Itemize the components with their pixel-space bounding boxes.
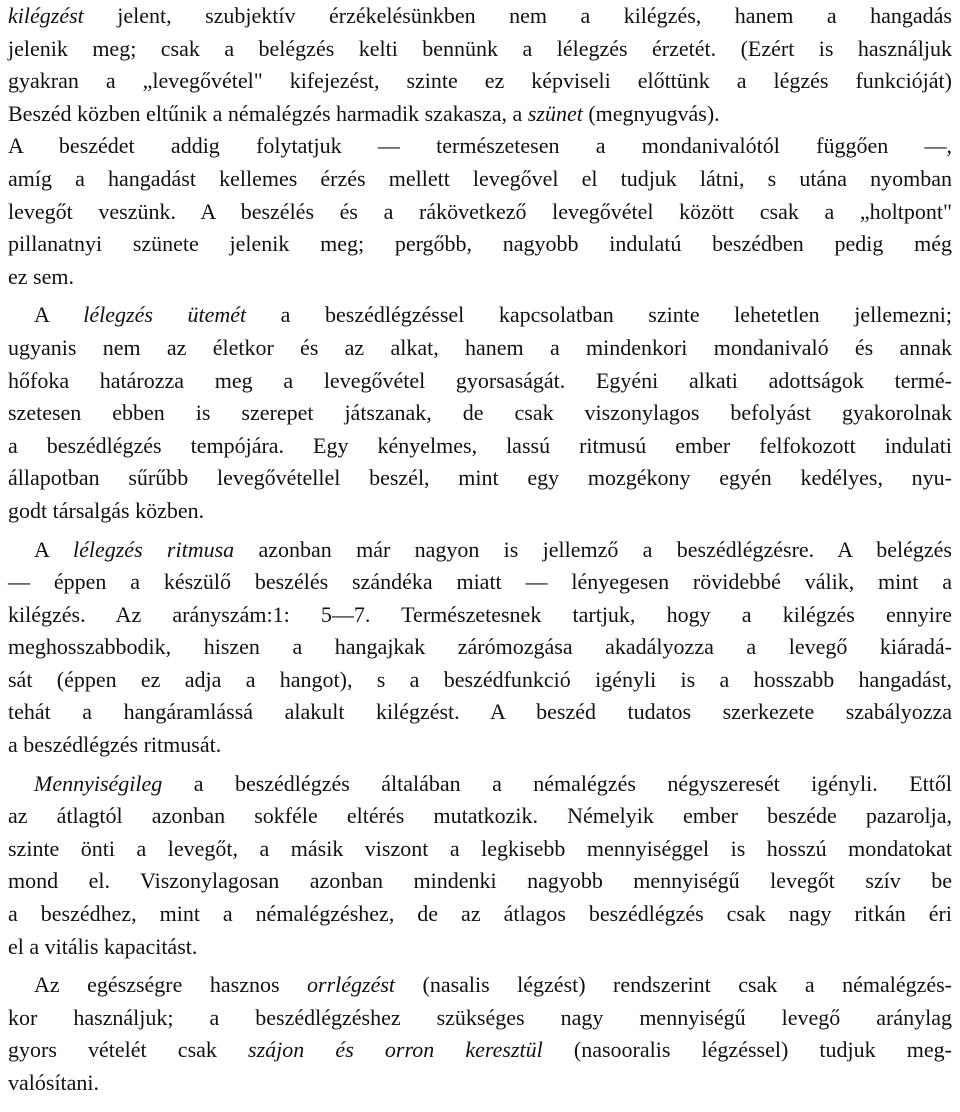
text-run: A <box>34 536 73 562</box>
text-run: szinte önti a levegőt, a másik viszont a legkisebb mennyiséggel is hosszú mondatokat <box>8 835 952 861</box>
text-run: levegőt veszünk. A beszélés és a rákövetkező levegővétel között csak a „holtpont" <box>8 198 952 224</box>
text-run: kilégzés. Az arányszám:1: 5—7. Természetesnek tartjuk, hogy a kilégzés ennyire <box>8 601 952 627</box>
text-line <box>8 631 952 664</box>
text-line <box>8 365 952 398</box>
text-line <box>8 664 952 697</box>
text-run: godt társalgás közben. <box>8 497 205 523</box>
text-line <box>8 33 952 66</box>
text-line <box>8 299 952 332</box>
text-run: valósítani. <box>8 1070 100 1095</box>
text-run: gyakran a „levegővétel" kifejezést, szinte ez képviseli előttünk a légzés funkcióját) <box>8 68 952 94</box>
text-run: mond el. Viszonylagosan azonban mindenki nagyobb mennyiségű levegőt szív be <box>8 868 952 894</box>
text-run: ez sem. <box>8 263 74 289</box>
text-run: (nasalis légzést) rendszerint csak a némalégzés- <box>395 972 953 998</box>
text-run: a beszédlégzéssel kapcsolatban szinte lehetetlen jellemezni; <box>246 302 952 328</box>
text-line <box>8 969 952 1002</box>
text-run: jelenik meg; csak a belégzés kelti bennünk a lélegzés érzetét. (Ezért is használjuk <box>8 35 952 61</box>
text-line <box>8 898 952 931</box>
text-line <box>8 696 952 729</box>
text-run: (nasooralis légzéssel) tudjuk meg- <box>542 1037 952 1063</box>
text-run: a beszédhez, mint a némalégzéshez, de az átlagos beszédlégzés csak nagy ritkán éri <box>8 901 952 927</box>
text-run: azonban már nagyon is jellemző a beszédlégzésre. A belégzés <box>234 536 952 562</box>
paragraph-6 <box>8 969 952 1099</box>
text-run: (megnyugvás). <box>582 100 720 126</box>
text-line <box>8 0 952 33</box>
text-run: amíg a hangadást kellemes érzés mellett levegővel el tudjuk látni, s utána nyomban <box>8 165 952 191</box>
text-line <box>8 430 952 463</box>
text-run: gyors vételét csak <box>8 1037 249 1063</box>
text-line <box>8 196 952 229</box>
text-line <box>8 130 952 163</box>
text-line <box>8 768 952 801</box>
text-line <box>8 261 952 294</box>
text-run: Beszéd közben eltűnik a némalégzés harmadik szakasza, a <box>8 100 528 126</box>
text-run: jelent, szubjektív érzékelésünkben nem a kilégzés, hanem a hangadás <box>83 3 952 28</box>
italic-term: szünet <box>527 100 583 126</box>
text-line <box>8 1002 952 1035</box>
text-run: pillanatnyi szünete jelenik meg; pergőbb, nagyobb indulatú beszédben pedig még <box>8 231 952 257</box>
italic-term: lélegzés ritmusa <box>72 536 235 562</box>
text-run: ugyanis nem az életkor és az alkat, hanem a mindenkori mondanivaló és annak <box>8 334 952 360</box>
text-line <box>8 98 952 131</box>
text-line <box>8 228 952 261</box>
text-line <box>8 534 952 567</box>
text-run: tehát a hangáramlássá alakult kilégzést. A beszéd tudatos szerkezete szabályozza <box>8 699 952 725</box>
italic-term: Mennyiségileg <box>34 770 163 796</box>
text-run: sát (éppen ez adja a hangot), s a beszédfunkció igényli is a hosszabb hangadást, <box>8 666 952 692</box>
italic-term: szájon és orron keresztül <box>248 1037 543 1063</box>
text-line <box>8 65 952 98</box>
text-run: hőfoka határozza meg a levegővétel gyorsaságát. Egyéni alkati adottságok termé- <box>8 367 952 393</box>
text-run: el a vitális kapacitást. <box>8 933 198 959</box>
text-line <box>8 397 952 430</box>
text-run: — éppen a készülő beszélés szándéka miatt — lényegesen rövidebbé válik, mint a <box>8 569 952 595</box>
text-run: a beszédlégzés ritmusát. <box>8 732 222 758</box>
text-line <box>8 833 952 866</box>
paragraph-3 <box>8 299 952 527</box>
text-line <box>8 495 952 528</box>
text-line <box>8 163 952 196</box>
text-line <box>8 931 952 964</box>
text-run: állapotban sűrűbb levegővétellel beszél, mint egy mozgékony egyén kedélyes, nyu- <box>8 465 952 491</box>
text-run: a beszédlégzés tempójára. Egy kényelmes, lassú ritmusú ember felfokozott indulati <box>8 432 952 458</box>
text-run: Az egészségre hasznos <box>34 972 308 998</box>
text-line <box>8 865 952 898</box>
italic-term: kilégzést <box>8 3 84 28</box>
paragraph-5 <box>8 768 952 964</box>
text-line <box>8 800 952 833</box>
text-line <box>8 1034 952 1067</box>
text-line <box>8 599 952 632</box>
text-line <box>8 566 952 599</box>
text-run: meghosszabbodik, hiszen a hangajkak zárómozgása akadályozza a levegő kiáradá- <box>8 634 952 660</box>
text-run: kor használjuk; a beszédlégzéshez szükséges nagy mennyiségű levegő aránylag <box>8 1004 952 1030</box>
paragraph-2 <box>8 130 952 293</box>
italic-term: orrlégzést <box>307 972 396 998</box>
paragraph-4 <box>8 534 952 762</box>
text-run: a beszédlégzés általában a némalégzés négyszeresét igényli. Ettől <box>162 770 952 796</box>
document-page <box>8 0 952 1100</box>
text-line <box>8 1067 952 1100</box>
text-run: A beszédet addig folytatjuk — természetesen a mondanivalótól függően —, <box>8 133 952 159</box>
text-line <box>8 729 952 762</box>
text-run: A <box>34 302 84 328</box>
text-line <box>8 462 952 495</box>
italic-term: lélegzés ütemét <box>83 302 247 328</box>
text-run: szetesen ebben is szerepet játszanak, de csak viszonylagos befolyást gyakorolnak <box>8 400 952 426</box>
paragraph-1 <box>8 0 952 130</box>
text-line <box>8 332 952 365</box>
text-run: az átlagtól azonban sokféle eltérés mutatkozik. Némelyik ember beszéde pazarolja, <box>8 803 952 829</box>
